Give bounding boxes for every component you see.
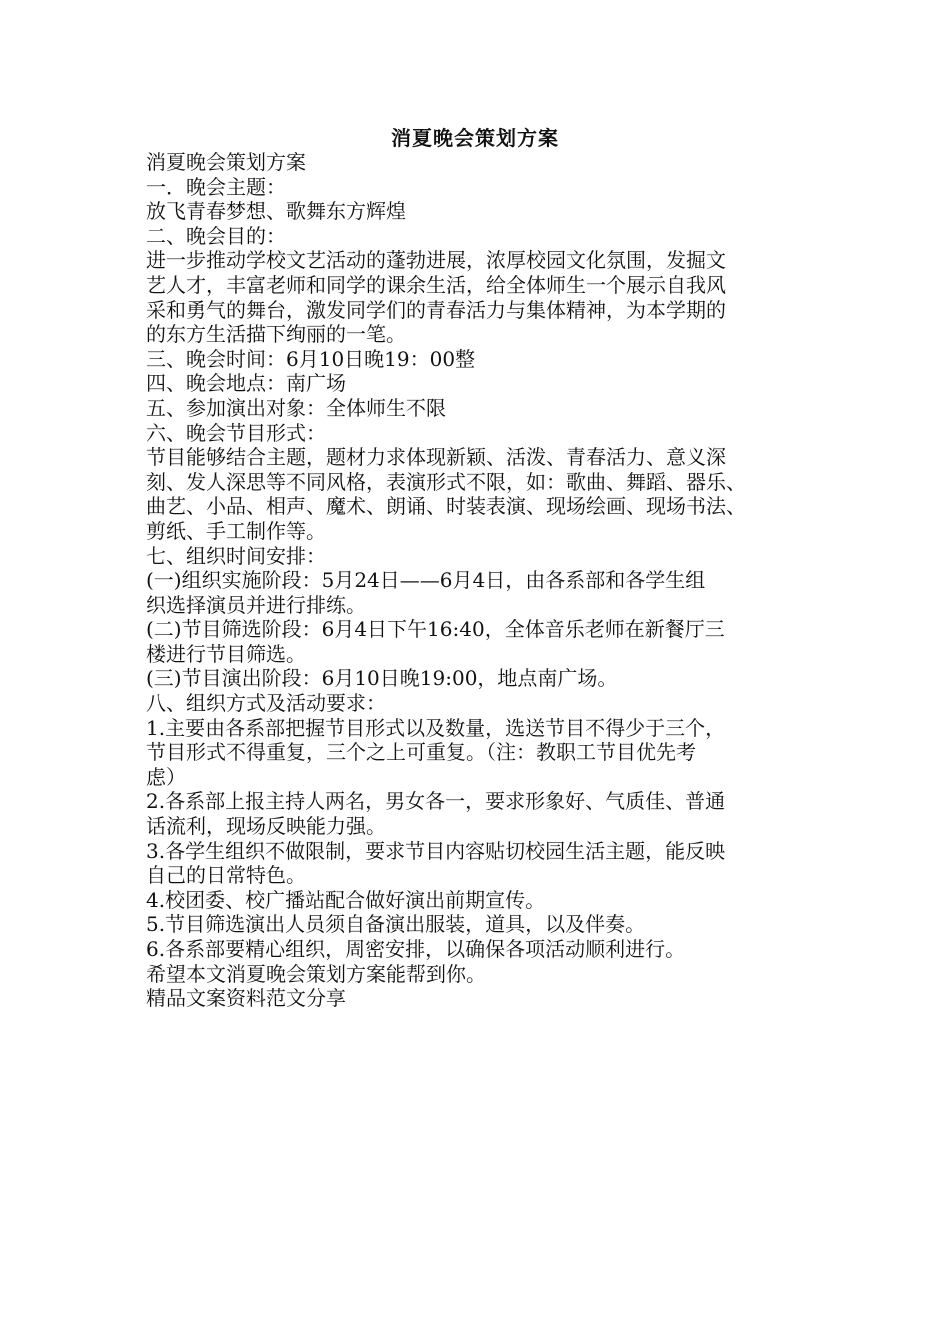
text-line: 织选择演员并进行排练。 xyxy=(146,592,366,617)
section-heading: 二、晚会目的： xyxy=(146,223,286,248)
section-heading: 一．晚会主题： xyxy=(146,174,286,199)
list-item: 自己的日常特色。 xyxy=(146,863,306,888)
text-line: (二)节目筛选阶段：6月4日下午16:40，全体音乐老师在新餐厅三 xyxy=(146,617,725,642)
list-item: 1.主要由各系部把握节目形式以及数量，选送节目不得少于三个， xyxy=(146,715,726,740)
text-line: 曲艺、小品、相声、魔术、朗诵、时装表演、现场绘画、现场书法、 xyxy=(146,494,746,519)
list-item: 虑） xyxy=(146,764,186,789)
document-body xyxy=(146,150,812,1011)
section-heading: 七、组织时间安排： xyxy=(146,543,326,568)
text-line: 进一步推动学校文艺活动的蓬勃进展，浓厚校园文化氛围，发掘文 xyxy=(146,248,726,273)
footer-line: 精品文案资料范文分享 xyxy=(146,986,346,1011)
text-line: 楼进行节目筛选。 xyxy=(146,641,306,666)
list-item: 2.各系部上报主持人两名，男女各一，要求形象好、气质佳、普通 xyxy=(146,789,726,814)
section-heading: 四、晚会地点：南广场 xyxy=(146,371,346,396)
document-title: 消夏晚会策划方案 xyxy=(391,126,559,150)
closing-line: 希望本文消夏晚会策划方案能帮到你。 xyxy=(146,961,486,986)
text-line: 节目能够结合主题，题材力求体现新颖、活泼、青春活力、意义深 xyxy=(146,445,726,470)
list-item: 3.各学生组织不做限制，要求节目内容贴切校园生活主题，能反映 xyxy=(146,838,726,863)
list-item: 节目形式不得重复，三个之上可重复。（注：教职工节目优先考 xyxy=(146,740,696,765)
text-line: (一)组织实施阶段：5月24日——6月4日，由各系部和各学生组 xyxy=(146,568,706,593)
section-heading: 五、参加演出对象：全体师生不限 xyxy=(146,395,446,420)
text-line: (三)节目演出阶段：6月10日晚19:00，地点南广场。 xyxy=(146,666,618,691)
list-item: 5.节目筛选演出人员须自备演出服装，道具，以及伴奏。 xyxy=(146,912,646,937)
section-heading: 八、组织方式及活动要求： xyxy=(146,691,386,716)
text-line: 采和勇气的舞台，激发同学们的青春活力与集体精神，为本学期的 xyxy=(146,297,726,322)
section-heading: 三、晚会时间：6月10日晚19：00整 xyxy=(146,346,476,371)
text-line: 艺人才，丰富老师和同学的课余生活，给全体师生一个展示自我风 xyxy=(146,272,726,297)
text-line: 放飞青春梦想、歌舞东方辉煌 xyxy=(146,199,406,224)
list-item: 6.各系部要精心组织，周密安排，以确保各项活动顺利进行。 xyxy=(146,937,686,961)
text-line: 消夏晚会策划方案 xyxy=(146,150,306,174)
section-heading: 六、晚会节目形式： xyxy=(146,420,326,445)
list-item: 话流利，现场反映能力强。 xyxy=(146,814,386,839)
text-line: 的东方生活描下绚丽的一笔。 xyxy=(146,322,406,347)
list-item: 4.校团委、校广播站配合做好演出前期宣传。 xyxy=(146,887,546,912)
text-line: 刻、发人深思等不同风格，表演形式不限，如：歌曲、舞蹈、器乐、 xyxy=(146,469,746,494)
text-line: 剪纸、手工制作等。 xyxy=(146,518,326,543)
